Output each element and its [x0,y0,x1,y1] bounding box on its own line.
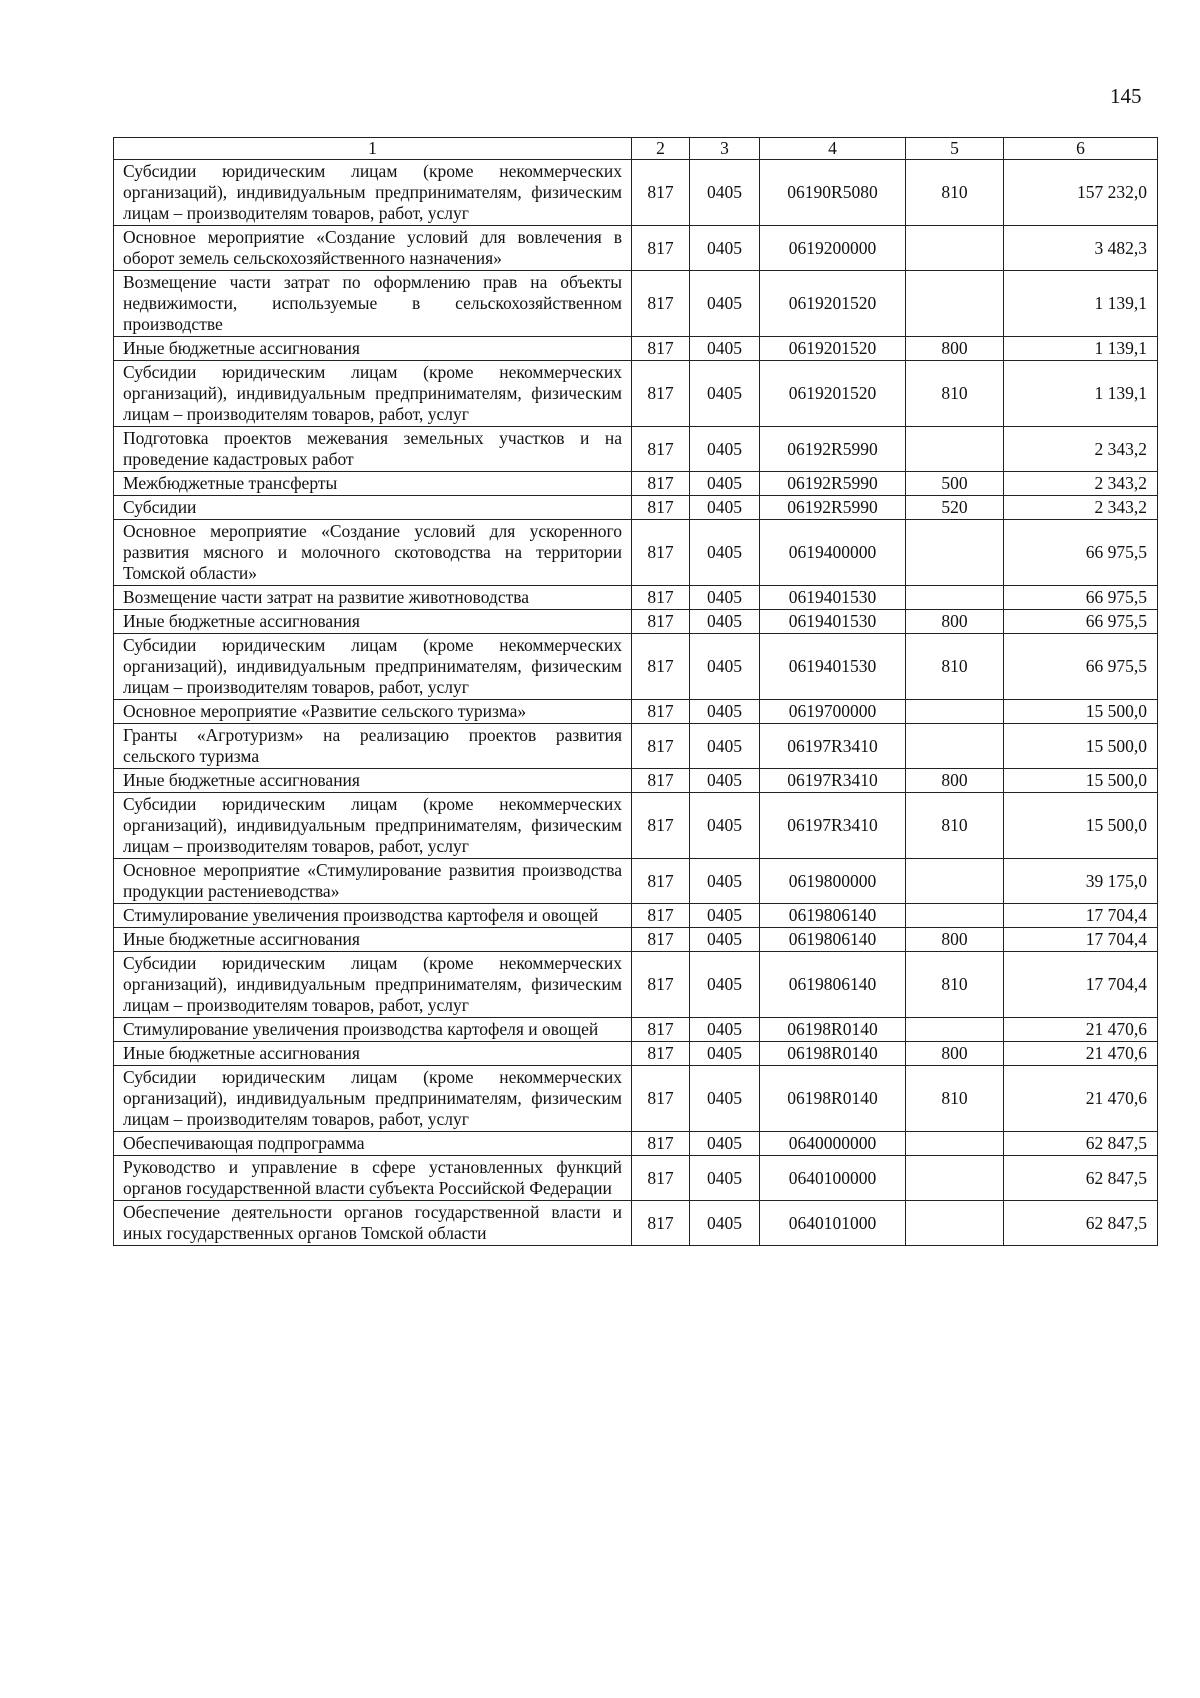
table-row [114,700,1158,724]
row-amount: 21 470,6 [1004,1066,1158,1132]
row-ministry-code: 817 [632,859,690,904]
row-name: Субсидии юридическим лицам (кроме некоммерческих организаций), индивидуальным предпринимателям, физическим лицам – производителям товаров, работ, услуг [114,361,632,427]
row-name: Обеспечение деятельности органов государственной власти и иных государственных органов Томской области [114,1201,632,1246]
row-expense-type [906,226,1004,271]
row-name: Субсидии [114,496,632,520]
row-ministry-code: 817 [632,1018,690,1042]
row-section-code: 0405 [690,1018,760,1042]
table-row [114,928,1158,952]
table-row [114,952,1158,1018]
row-expense-type: 800 [906,928,1004,952]
row-ministry-code: 817 [632,634,690,700]
row-amount: 2 343,2 [1004,496,1158,520]
row-amount: 62 847,5 [1004,1156,1158,1201]
row-expense-type [906,586,1004,610]
row-expense-type: 810 [906,952,1004,1018]
row-amount: 1 139,1 [1004,271,1158,337]
table-row [114,904,1158,928]
row-section-code: 0405 [690,1066,760,1132]
row-target-code: 0619806140 [760,904,906,928]
row-name: Межбюджетные трансферты [114,472,632,496]
table-row [114,520,1158,586]
row-amount: 66 975,5 [1004,520,1158,586]
table-row [114,1156,1158,1201]
row-name: Гранты «Агротуризм» на реализацию проектов развития сельского туризма [114,724,632,769]
row-expense-type: 810 [906,361,1004,427]
table-row [114,1132,1158,1156]
row-amount: 15 500,0 [1004,793,1158,859]
row-amount: 66 975,5 [1004,586,1158,610]
row-expense-type [906,724,1004,769]
table-row [114,1042,1158,1066]
row-expense-type [906,520,1004,586]
row-target-code: 0619800000 [760,859,906,904]
table-row [114,1201,1158,1246]
row-ministry-code: 817 [632,1066,690,1132]
row-name: Основное мероприятие «Развитие сельского туризма» [114,700,632,724]
row-ministry-code: 817 [632,904,690,928]
row-section-code: 0405 [690,928,760,952]
row-target-code: 06197R3410 [760,769,906,793]
header-cell: 2 [632,138,690,160]
row-section-code: 0405 [690,271,760,337]
row-name: Подготовка проектов межевания земельных участков и на проведение кадастровых работ [114,427,632,472]
row-ministry-code: 817 [632,586,690,610]
row-expense-type: 520 [906,496,1004,520]
row-expense-type: 800 [906,337,1004,361]
row-section-code: 0405 [690,361,760,427]
row-expense-type: 800 [906,769,1004,793]
table-row [114,361,1158,427]
row-expense-type [906,904,1004,928]
row-target-code: 06197R3410 [760,724,906,769]
row-expense-type [906,700,1004,724]
row-ministry-code: 817 [632,427,690,472]
header-row [114,138,1158,160]
row-expense-type: 800 [906,610,1004,634]
table-row [114,427,1158,472]
row-ministry-code: 817 [632,337,690,361]
row-section-code: 0405 [690,724,760,769]
row-ministry-code: 817 [632,769,690,793]
row-name: Иные бюджетные ассигнования [114,1042,632,1066]
row-name: Субсидии юридическим лицам (кроме некоммерческих организаций), индивидуальным предпринимателям, физическим лицам – производителям товаров, работ, услуг [114,952,632,1018]
row-name: Субсидии юридическим лицам (кроме некоммерческих организаций), индивидуальным предпринимателям, физическим лицам – производителям товаров, работ, услуг [114,634,632,700]
row-ministry-code: 817 [632,520,690,586]
row-expense-type [906,1132,1004,1156]
table-row [114,160,1158,226]
row-target-code: 06190R5080 [760,160,906,226]
row-name: Основное мероприятие «Создание условий для ускоренного развития мясного и молочного скотоводства на территории Томской области» [114,520,632,586]
row-ministry-code: 817 [632,1042,690,1066]
row-ministry-code: 817 [632,610,690,634]
row-ministry-code: 817 [632,793,690,859]
row-name: Возмещение части затрат на развитие животноводства [114,586,632,610]
row-section-code: 0405 [690,952,760,1018]
row-name: Обеспечивающая подпрограмма [114,1132,632,1156]
row-target-code: 0640101000 [760,1201,906,1246]
row-amount: 3 482,3 [1004,226,1158,271]
row-section-code: 0405 [690,160,760,226]
row-expense-type [906,271,1004,337]
row-target-code: 06198R0140 [760,1042,906,1066]
header-cell: 6 [1004,138,1158,160]
table-row [114,1066,1158,1132]
row-target-code: 0640000000 [760,1132,906,1156]
row-target-code: 06198R0140 [760,1066,906,1132]
header-cell: 5 [906,138,1004,160]
row-target-code: 06198R0140 [760,1018,906,1042]
row-section-code: 0405 [690,472,760,496]
row-section-code: 0405 [690,610,760,634]
row-target-code: 0619201520 [760,271,906,337]
table-row [114,793,1158,859]
row-ministry-code: 817 [632,724,690,769]
row-amount: 21 470,6 [1004,1018,1158,1042]
row-section-code: 0405 [690,226,760,271]
row-target-code: 0619401530 [760,610,906,634]
row-name: Субсидии юридическим лицам (кроме некоммерческих организаций), индивидуальным предпринимателям, физическим лицам – производителям товаров, работ, услуг [114,793,632,859]
row-section-code: 0405 [690,1201,760,1246]
row-name: Стимулирование увеличения производства картофеля и овощей [114,1018,632,1042]
row-expense-type [906,1201,1004,1246]
header-cell: 3 [690,138,760,160]
row-section-code: 0405 [690,904,760,928]
table-row [114,724,1158,769]
row-name: Иные бюджетные ассигнования [114,610,632,634]
row-ministry-code: 817 [632,928,690,952]
table-row [114,226,1158,271]
row-amount: 15 500,0 [1004,724,1158,769]
row-expense-type [906,859,1004,904]
row-name: Основное мероприятие «Создание условий для вовлечения в оборот земель сельскохозяйственного назначения» [114,226,632,271]
row-name: Субсидии юридическим лицам (кроме некоммерческих организаций), индивидуальным предпринимателям, физическим лицам – производителям товаров, работ, услуг [114,1066,632,1132]
row-section-code: 0405 [690,1132,760,1156]
row-name: Иные бюджетные ассигнования [114,928,632,952]
row-expense-type [906,1018,1004,1042]
row-expense-type: 810 [906,793,1004,859]
row-target-code: 0619401530 [760,586,906,610]
table-row [114,586,1158,610]
row-name: Иные бюджетные ассигнования [114,337,632,361]
table-row [114,610,1158,634]
table-row [114,634,1158,700]
row-ministry-code: 817 [632,160,690,226]
row-ministry-code: 817 [632,361,690,427]
row-section-code: 0405 [690,1156,760,1201]
row-ministry-code: 817 [632,472,690,496]
row-section-code: 0405 [690,634,760,700]
table-row [114,337,1158,361]
row-ministry-code: 817 [632,496,690,520]
page-number: 145 [1110,84,1142,108]
row-ministry-code: 817 [632,1132,690,1156]
row-amount: 21 470,6 [1004,1042,1158,1066]
row-section-code: 0405 [690,1042,760,1066]
row-ministry-code: 817 [632,271,690,337]
row-section-code: 0405 [690,337,760,361]
row-section-code: 0405 [690,427,760,472]
row-amount: 66 975,5 [1004,634,1158,700]
row-amount: 17 704,4 [1004,928,1158,952]
row-expense-type [906,1156,1004,1201]
row-expense-type: 810 [906,1066,1004,1132]
row-amount: 17 704,4 [1004,952,1158,1018]
row-target-code: 06192R5990 [760,496,906,520]
table-row [114,496,1158,520]
row-target-code: 0619400000 [760,520,906,586]
row-section-code: 0405 [690,496,760,520]
row-name: Стимулирование увеличения производства картофеля и овощей [114,904,632,928]
table-row [114,1018,1158,1042]
row-amount: 2 343,2 [1004,427,1158,472]
row-section-code: 0405 [690,586,760,610]
row-target-code: 06192R5990 [760,472,906,496]
row-section-code: 0405 [690,859,760,904]
row-name: Иные бюджетные ассигнования [114,769,632,793]
row-ministry-code: 817 [632,1201,690,1246]
row-name: Возмещение части затрат по оформлению прав на объекты недвижимости, используемые в сельскохозяйственном производстве [114,271,632,337]
row-ministry-code: 817 [632,1156,690,1201]
table-row [114,859,1158,904]
row-target-code: 06192R5990 [760,427,906,472]
table-row [114,472,1158,496]
row-target-code: 0619200000 [760,226,906,271]
row-target-code: 0619201520 [760,361,906,427]
row-amount: 1 139,1 [1004,337,1158,361]
row-target-code: 06197R3410 [760,793,906,859]
row-amount: 62 847,5 [1004,1132,1158,1156]
row-section-code: 0405 [690,520,760,586]
row-amount: 39 175,0 [1004,859,1158,904]
header-cell: 4 [760,138,906,160]
row-ministry-code: 817 [632,952,690,1018]
row-target-code: 0619201520 [760,337,906,361]
row-target-code: 0619401530 [760,634,906,700]
row-amount: 15 500,0 [1004,769,1158,793]
row-expense-type: 500 [906,472,1004,496]
row-name: Основное мероприятие «Стимулирование развития производства продукции растениеводства» [114,859,632,904]
row-ministry-code: 817 [632,226,690,271]
row-section-code: 0405 [690,769,760,793]
row-expense-type: 810 [906,160,1004,226]
row-name: Руководство и управление в сфере установленных функций органов государственной власти субъекта Российской Федерации [114,1156,632,1201]
row-target-code: 0619700000 [760,700,906,724]
row-amount: 66 975,5 [1004,610,1158,634]
row-target-code: 0619806140 [760,952,906,1018]
row-expense-type: 800 [906,1042,1004,1066]
row-target-code: 0619806140 [760,928,906,952]
row-name: Субсидии юридическим лицам (кроме некоммерческих организаций), индивидуальным предпринимателям, физическим лицам – производителям товаров, работ, услуг [114,160,632,226]
row-section-code: 0405 [690,700,760,724]
row-expense-type [906,427,1004,472]
row-expense-type: 810 [906,634,1004,700]
row-amount: 2 343,2 [1004,472,1158,496]
table-row [114,769,1158,793]
budget-table [113,137,1158,1246]
row-ministry-code: 817 [632,700,690,724]
row-amount: 15 500,0 [1004,700,1158,724]
row-amount: 17 704,4 [1004,904,1158,928]
row-target-code: 0640100000 [760,1156,906,1201]
row-amount: 157 232,0 [1004,160,1158,226]
table-row [114,271,1158,337]
row-amount: 62 847,5 [1004,1201,1158,1246]
row-section-code: 0405 [690,793,760,859]
row-amount: 1 139,1 [1004,361,1158,427]
header-cell: 1 [114,138,632,160]
